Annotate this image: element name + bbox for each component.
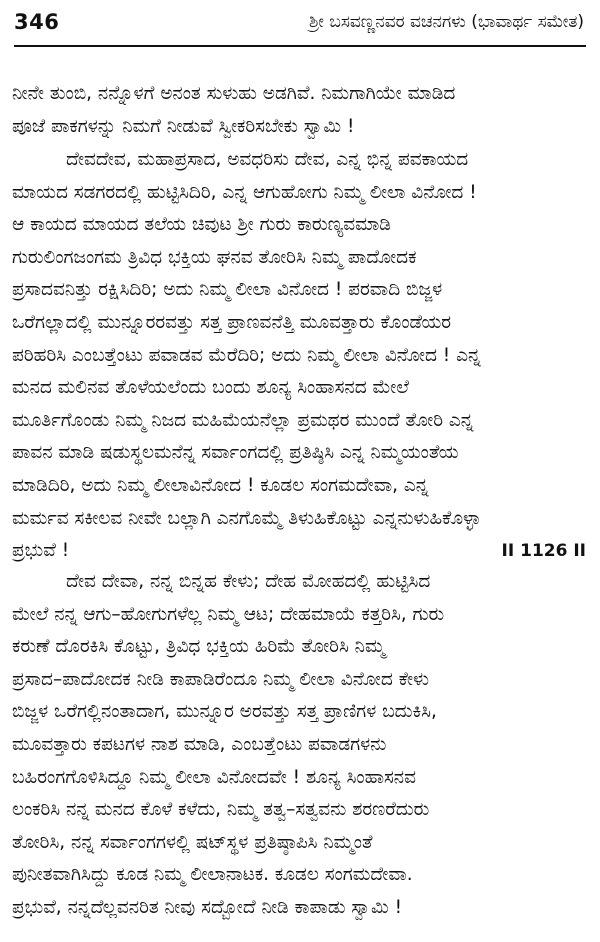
text-line: ಪೂಜೆ ಪಾಕಗಳನ್ನು ನಿಮಗೆ ನೀಡುವೆ ಸ್ವೀಕರಿಸಬೇಕು ಸ್ವಾಮಿ !	[12, 115, 355, 137]
text-line: ಆ ಕಾಯದ ಮಾಯದ ತಲೆಯ ಚಿವುಟ ಶ್ರೀ ಗುರು ಕಾರುಣ್ಯವಮಾಡಿ	[12, 214, 391, 236]
text-line: ದೇವದೇವ, ಮಹಾಪ್ರಸಾದ, ಅವಧರಿಸು ದೇವ, ಎನ್ನ ಭಿನ್ನ ಪವಕಾಯದ	[66, 149, 469, 170]
text-line: ಪ್ರಭುವೆ !	[12, 540, 70, 562]
text-line: ಮಾಯದ ಸಡಗರದಲ್ಲಿ ಹುಟ್ಟಿಸಿದಿರಿ, ಎನ್ನ ಆಗುಹೋಗು ನಿಮ್ಮ ಲೀಲಾ ವಿನೋದ !	[12, 181, 477, 203]
text-line: ಕರುಣೆ ದೊರಕಿಸಿ ಕೊಟ್ಟು, ತ್ರಿವಿಧ ಭಕ್ತಿಯ ಹಿರಿಮೆ ತೋರಿಸಿ ನಿಮ್ಮ	[12, 636, 386, 658]
text-line: ಮೂರ್ತಿಗೊಂಡು ನಿಮ್ಮ ನಿಜದ ಮಹಿಮೆಯನೆಲ್ಲಾ ಪ್ರಮಥರ ಮುಂದೆ ತೋರಿ ಎನ್ನ	[12, 409, 474, 431]
page-header	[14, 8, 586, 40]
text-line: ಪುನೀತವಾಗಿಸಿದ್ದು ಕೂಡ ನಿಮ್ಮ ಲೀಲಾನಾಟಕ. ಕೂಡಲ ಸಂಗಮದೇವಾ.	[12, 864, 413, 886]
vachana-continuation	[12, 78, 590, 143]
text-line: ದೇವ ದೇವಾ, ನನ್ನ ಬಿನ್ನಹ ಕೇಳು; ದೇಹ ಮೋಹದಲ್ಲಿ ಹುಟ್ಟಿಸಿದ	[66, 571, 431, 592]
vachana-closing-row	[12, 535, 590, 568]
text-line: ಪ್ರಸಾದವನಿತ್ತು ರಕ್ಷಿಸಿದಿರಿ; ಅದು ನಿಮ್ಮ ಲೀಲಾ ವಿನೋದ ! ಪರವಾದಿ ಬಿಜ್ಜಳ	[12, 279, 443, 301]
text-line: ಬಹಿರಂಗಗೊಳಿಸಿದ್ದೂ ನಿಮ್ಮ ಲೀಲಾ ವಿನೋದವೇ ! ಶೂನ್ಯ ಸಿಂಹಾಸನವ	[12, 766, 416, 788]
text-line: ಒರೆಗಲ್ಲಾದಲ್ಲಿ ಮುನ್ನೂರರವತ್ತು ಸತ್ತ ಪ್ರಾಣವನೆತ್ತಿ ಮೂವತ್ತಾರು ಕೊಂಡೆಯರ	[12, 311, 452, 333]
text-line: ಪರಿಹರಿಸಿ ಎಂಬತ್ತೆಂಟು ಪವಾಡವ ಮೆರೆದಿರಿ; ಅದು ನಿಮ್ಮ ಲೀಲಾ ವಿನೋದ ! ಎನ್ನ	[12, 344, 481, 366]
vachana-number: II 1126 II	[501, 541, 586, 562]
text-line: ಪ್ರಭುವೆ, ನನ್ನದೆಲ್ಲವನರಿತ ನೀವು ಸದ್ಬೋದೆ ನೀಡಿ ಕಾಪಾಡು ಸ್ವಾಮಿ !	[12, 896, 403, 918]
bhavartha-paragraph	[12, 566, 590, 925]
text-line: ಮೇಲೆ ನನ್ನ ಆಗು–ಹೋಗುಗಳೆಲ್ಲ ನಿಮ್ಮ ಆಟ; ದೇಹಮಾಯೆ ಕತ್ತರಿಸಿ, ಗುರು	[12, 603, 445, 625]
text-line: ತೋರಿಸಿ, ನನ್ನ ಸರ್ವಾಂಗಗಳಲ್ಲಿ ಷಟ್‌ಸ್ಥಳ ಪ್ರತಿಷ್ಠಾಪಿಸಿ ನಿಮ್ಮಂತೆ	[12, 831, 373, 853]
text-line: ಲಂಕರಿಸಿ ನನ್ನ ಮನದ ಕೊಳೆ ಕಳೆದು, ನಿಮ್ಮ ತತ್ವ–ಸತ್ವವನು ಶರಣರೆದುರು	[12, 799, 430, 821]
text-line: ಮೂವತ್ತಾರು ಕಪಟಗಳ ನಾಶ ಮಾಡಿ, ಎಂಬತ್ತೆಂಟು ಪವಾಡಗಳನು	[12, 733, 387, 755]
text-line: ಮನದ ಮಲಿನವ ತೊಳೆಯಲೆಂದು ಬಂದು ಶೂನ್ಯ ಸಿಂಹಾಸನದ ಮೇಲೆ	[12, 377, 409, 399]
page-number: 346	[14, 10, 60, 34]
vachana-1126	[12, 144, 590, 568]
text-line: ಬಿಜ್ಜಳ ಒರೆಗಲ್ಲಿನಂತಾದಾಗ, ಮುನ್ನೂರ ಅರವತ್ತು ಸತ್ತ ಪ್ರಾಣಿಗಳ ಬದುಕಿಸಿ,	[12, 701, 437, 723]
text-line: ಗುರುಲಿಂಗಜಂಗಮ ತ್ರಿವಿಧ ಭಕ್ತಿಯ ಘನವ ತೋರಿಸಿ ನಿಮ್ಮ ಪಾದೋದಕ	[12, 246, 417, 268]
running-title: ಶ್ರೀ ಬಸವಣ್ಣನವರ ವಚನಗಳು (ಭಾವಾರ್ಥ ಸಮೇತ)	[308, 12, 584, 32]
text-line: ಪ್ರಸಾದ–ಪಾದೋದಕ ನೀಡಿ ಕಾಪಾಡಿರೆಂದೂ ನಿಮ್ಮ ಲೀಲಾ ವಿನೋದ ಕೇಳು	[12, 668, 430, 690]
text-line: ನೀನೇ ತುಂಬಿ, ನನ್ನೊಳಗೆ ಅನಂತ ಸುಳುಹು ಅಡಗಿವೆ. ನಿಮಗಾಗಿಯೇ ಮಾಡಿದ	[12, 83, 456, 104]
text-line: ಮರ್ಮವ ಸಕೀಲವ ನೀವೇ ಬಲ್ಲಾಗಿ ಎನಗೊಮ್ಮೆ ತಿಳುಹಿಕೊಟ್ಟು ಎನ್ನನುಳುಹಿಕೊಳ್ಳಾ	[12, 507, 481, 529]
header-rule	[14, 45, 586, 47]
text-line: ಮಾಡಿದಿರಿ, ಅದು ನಿಮ್ಮ ಲೀಲಾವಿನೋದ ! ಕೂಡಲ ಸಂಗಮದೇವಾ, ಎನ್ನ	[12, 474, 429, 496]
text-line: ಪಾವನ ಮಾಡಿ ಷಡುಸ್ಥಲಮನೆನ್ನ ಸರ್ವಾಂಗದಲ್ಲಿ ಪ್ರತಿಷ್ಠಿಸಿ ಎನ್ನ ನಿಮ್ಮಯಂತೆಯ	[12, 442, 459, 464]
